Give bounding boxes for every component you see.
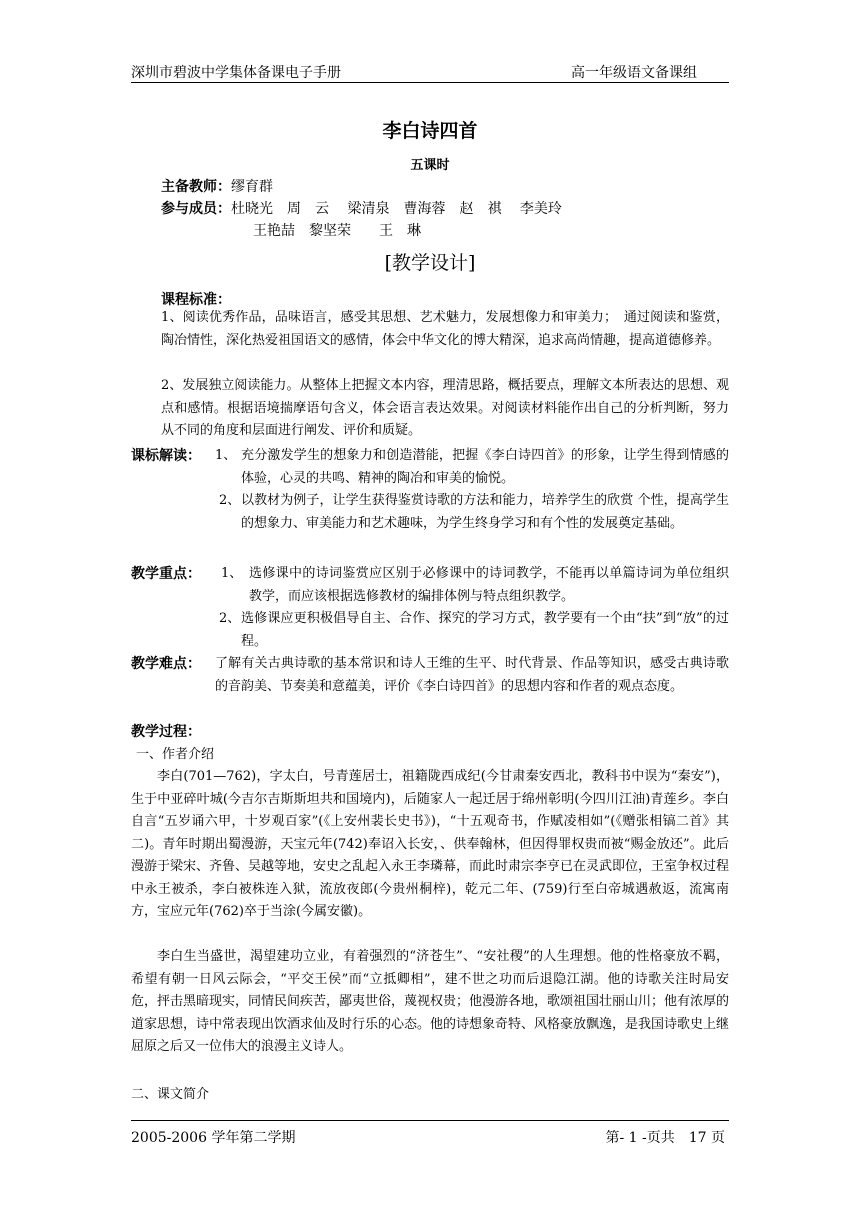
key-points-section xyxy=(131,563,729,609)
process-heading: 教学过程： xyxy=(131,724,201,740)
standard-interp-label: 课标解读： xyxy=(131,448,201,464)
design-heading: [教学设计] xyxy=(384,252,476,274)
item-text: 选修课中的诗词鉴赏应区别于必修课中的诗词教学，不能再以单篇诗词为单位组织教学，而应该根据选修教材的编排体例与特点组织教学。 xyxy=(249,566,729,604)
difficulties-text: 了解有关古典诗歌的基本常识和诗人王维的生平、时代背景、作品等知识，感受古典诗歌的音韵美、节奏美和意蕴美，评价《李白诗四首》的思想内容和作者的观点态度。 xyxy=(215,656,729,694)
curriculum-heading: 课程标准： xyxy=(161,292,231,308)
item-text: 以教材为例子，让学生获得鉴赏诗歌的方法和能力，培养学生的欣赏 个性，提高学生的想象力、审美能力和艺术趣味，为学生终身学习和有个性的发展奠定基础。 xyxy=(241,493,729,531)
header-group: 高一年级语文备课组 xyxy=(571,65,697,81)
process-section-1: 一、作者介绍 xyxy=(136,747,215,762)
lead-teacher-label: 主备教师： xyxy=(161,179,231,195)
curriculum-point-1: 1、阅读优秀作品，品味语言，感受其思想、艺术魅力，发展想像力和审美力； 通过阅读和鉴赏，陶冶情性，深化热爱祖国语文的感情，体会中华文化的博大精深，追求高尚情趣，提高道德修养。 xyxy=(161,310,729,348)
item-text: 选修课应更积极倡导自主、合作、探究的学习方式，教学要有一个由“扶”到“放”的过程。 xyxy=(241,611,729,649)
lesson-count: 五课时 xyxy=(410,158,450,173)
item-number: 2、 xyxy=(219,493,241,508)
document-title: 李白诗四首 xyxy=(382,120,478,142)
key-points-item-2 xyxy=(219,608,729,653)
key-points-item-1 xyxy=(221,563,729,608)
members-line-1: 杜晓光 周 云 梁清泉 曹海蓉 赵 祺 李美玲 xyxy=(231,201,562,217)
author-bio-paragraph: 李白(701—762)，字太白，号青莲居士，祖籍陇西成纪(今甘肃秦安西北，教科书中误为“秦安”)，生于中亚碎叶城(今吉尔吉斯斯坦共和国境内)，后随家人一起迁居于绵州彰明(今四川江油)青莲乡。李白自言“五岁诵六甲，十岁观百家”(《上安州裴长史书》)，“十五观奇书，作赋凌相如”(《赠张相镐二首》其二)。青年时期出蜀漫游，天宝元年(742)奉诏入长安，、供奉翰林，但因得罪权贵而被“赐金放还”。此后漫游于梁宋、齐鲁、吴越等地，安史之乱起入永王李璘幕，而此时肃宗李亨已在灵武即位，王室争权过程中永王被杀，李白被株连入狱，流放夜郎(今贵州桐梓)，乾元二年、(759)行至白帝城遇赦返，流寓南方，宝应元年(762)卒于当涂(今属安徽)。 xyxy=(131,769,730,919)
item-number: 1、 xyxy=(221,566,243,581)
footer-term: 2005-2006 学年第二学期 xyxy=(131,1130,296,1146)
header-school: 深圳市碧波中学集体备课电子手册 xyxy=(131,65,341,81)
members-label: 参与成员： xyxy=(161,201,231,217)
members-row-2 xyxy=(253,220,421,240)
author-style-paragraph: 李白生当盛世，渴望建功立业，有着强烈的“济苍生”、“安社稷”的人生理想。他的性格豪放不羁，希望有朝一日风云际会，“平交王侯”而“立抵卿相”，建不世之功而后退隐江湖。他的诗歌关注时局安危，抨击黑暗现实，同情民间疾苦，鄙夷世俗，蔑视权贵；他漫游各地，歌颂祖国壮丽山川；他有浓厚的道家思想，诗中常表现出饮酒求仙及时行乐的心态。他的诗想象奇特、风格豪放飘逸，是我国诗歌史上继屈原之后又一位伟大的浪漫主义诗人。 xyxy=(131,949,730,1054)
page-header xyxy=(131,60,729,83)
item-number: 1、 xyxy=(215,448,237,463)
difficulties-label: 教学难点： xyxy=(131,656,201,672)
item-text: 充分激发学生的想象力和创造潜能，把握《李白诗四首》的形象，让学生得到情感的体验，心灵的共鸣、精神的陶冶和审美的愉悦。 xyxy=(241,448,729,486)
lead-teacher-row xyxy=(161,176,273,196)
key-points-label: 教学重点： xyxy=(131,566,201,582)
members-line-2: 王艳喆 黎坚荣 王 琳 xyxy=(253,223,421,239)
footer-page-number: 第- 1 -页共 17 页 xyxy=(605,1130,725,1146)
curriculum-point-2: 2、发展独立阅读能力。从整体上把握文本内容，理清思路，概括要点，理解文本所表达的思想、观点和感情。根据语境揣摩语句含义，体会语言表达效果。对阅读材料能作出自己的分析判断，努力从不同的角度和层面进行阐发、评价和质疑。 xyxy=(161,378,729,438)
process-section-2: 二、课文简介 xyxy=(131,1087,210,1102)
standard-interp-item-2 xyxy=(219,490,729,535)
standard-interp-item-1 xyxy=(215,445,729,490)
members-row xyxy=(161,198,562,218)
lead-teacher-name: 缪育群 xyxy=(231,179,273,195)
difficulties-section xyxy=(131,653,729,721)
item-number: 2、 xyxy=(219,611,241,626)
page-footer xyxy=(131,1120,729,1147)
